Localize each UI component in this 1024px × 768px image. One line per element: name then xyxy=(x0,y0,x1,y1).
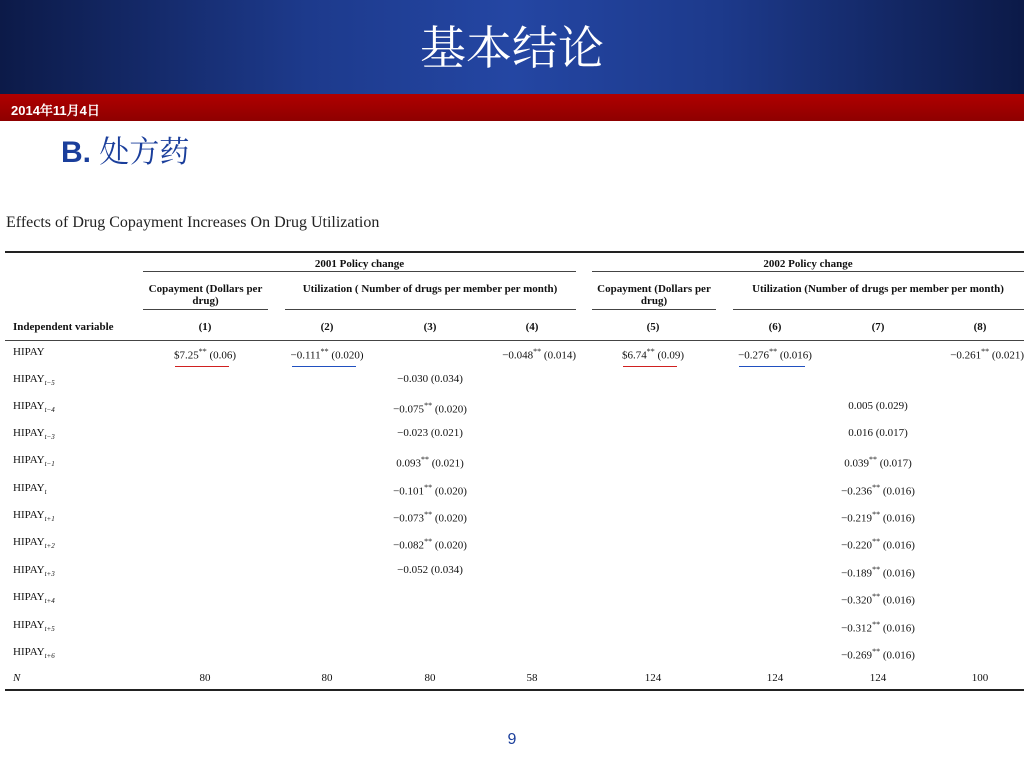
significance-marker: ** xyxy=(424,510,433,519)
cell-std-error: (0.016) xyxy=(777,349,812,362)
subheader-util-2002: Utilization (Number of drugs per member per month) xyxy=(752,283,1004,295)
column-number-8: (8) xyxy=(973,321,987,333)
cell-estimate: −0.320 xyxy=(841,594,873,607)
subhead-rule-copay-2002 xyxy=(592,309,716,310)
cell-std-error: (0.020) xyxy=(328,349,364,362)
group-header-2002: 2002 Policy change xyxy=(763,258,853,270)
cell-estimate: −0.101 xyxy=(393,485,425,498)
significance-marker: ** xyxy=(981,347,990,356)
significance-marker: ** xyxy=(769,347,778,356)
cell-estimate: −0.236 xyxy=(841,485,873,498)
table-cell xyxy=(397,426,463,440)
group-rule-2001 xyxy=(143,271,576,272)
row-label-base: HIPAY xyxy=(13,619,45,631)
row-label-subscript: t−4 xyxy=(44,406,55,415)
row-label xyxy=(13,426,55,444)
row-label-base: HIPAY xyxy=(13,346,45,358)
table-cell xyxy=(841,535,915,553)
cell-std-error: (0.016) xyxy=(880,485,915,498)
cell-std-error: (0.09) xyxy=(654,349,685,362)
cell-std-error: (0.020) xyxy=(432,403,467,416)
table-cell xyxy=(738,345,812,363)
cell-std-error: (0.020) xyxy=(432,485,467,498)
row-label xyxy=(13,345,45,359)
table-cell xyxy=(848,426,908,440)
page-number: 9 xyxy=(507,731,517,748)
row-label-subscript: t+6 xyxy=(44,652,55,661)
column-number-5: (5) xyxy=(646,321,660,333)
cell-estimate: −0.312 xyxy=(841,622,873,635)
row-label-subscript: t−1 xyxy=(44,460,55,469)
cell-std-error: (0.014) xyxy=(541,349,576,362)
column-header-rule xyxy=(5,340,1024,341)
table-cell xyxy=(841,563,915,581)
cell-estimate: −0.073 xyxy=(393,512,425,525)
subtitle-text: 处方药 xyxy=(91,136,190,169)
table-cell xyxy=(393,508,467,526)
cell-estimate: −0.052 (0.034) xyxy=(397,564,463,576)
table-bottom-rule xyxy=(5,689,1024,691)
significance-marker: ** xyxy=(872,647,881,656)
table-cell xyxy=(841,481,915,499)
subheader-copay-2001: Copayment (Dollars per drug) xyxy=(148,283,263,307)
column-number-3: (3) xyxy=(423,321,437,333)
row-label xyxy=(13,535,55,553)
significance-marker: ** xyxy=(424,537,433,546)
column-number-7: (7) xyxy=(871,321,885,333)
slide-header xyxy=(0,0,1024,94)
table-cell xyxy=(841,508,915,526)
significance-marker: ** xyxy=(872,592,881,601)
subheader-copay-2002: Copayment (Dollars per drug) xyxy=(597,283,711,307)
table-cell xyxy=(393,535,467,553)
table-cell xyxy=(841,618,915,636)
table-cell xyxy=(848,399,908,413)
subhead-rule-copay-2001 xyxy=(143,309,268,310)
table-caption: Effects of Drug Copayment Increases On Drug Utilization xyxy=(6,214,380,231)
independent-variable-header: Independent variable xyxy=(13,321,114,333)
cell-std-error: (0.016) xyxy=(880,594,915,607)
table-cell xyxy=(291,345,364,363)
table-cell xyxy=(393,481,467,499)
row-label xyxy=(13,481,47,499)
row-label-subscript: t+2 xyxy=(44,542,55,551)
cell-estimate: 0.005 (0.029) xyxy=(848,400,908,412)
table-cell xyxy=(502,345,576,363)
cell-estimate: $6.74 xyxy=(621,349,647,362)
cell-estimate: −0.048 xyxy=(502,349,534,362)
cell-estimate: −0.269 xyxy=(841,649,873,662)
cell-estimate: −0.111 xyxy=(290,349,321,362)
row-label xyxy=(13,399,55,417)
column-number-1: (1) xyxy=(198,321,212,333)
row-label-subscript: t+3 xyxy=(44,570,55,579)
significance-marker: ** xyxy=(868,455,877,464)
significance-marker: ** xyxy=(533,347,542,356)
slide-date: 2014年11月4日 xyxy=(11,103,100,118)
cell-estimate: −0.189 xyxy=(841,567,873,580)
highlight-underline xyxy=(623,366,677,367)
n-value-1: 80 xyxy=(199,672,211,684)
significance-marker: ** xyxy=(872,510,881,519)
row-label-base: HIPAY xyxy=(13,591,45,603)
cell-estimate: −0.075 xyxy=(393,403,425,416)
row-label xyxy=(13,453,55,471)
row-label-subscript: t+1 xyxy=(44,515,55,524)
slide-title: 基本结论 xyxy=(420,21,604,75)
cell-estimate: −0.261 xyxy=(950,349,982,362)
table-cell xyxy=(844,453,912,471)
row-label-subscript: t−5 xyxy=(44,379,55,388)
cell-estimate: 0.039 xyxy=(844,457,869,470)
date-band xyxy=(0,94,1024,121)
n-value-5: 124 xyxy=(644,672,662,684)
row-label-base: HIPAY xyxy=(13,564,45,576)
cell-estimate: −0.276 xyxy=(738,349,770,362)
table-cell xyxy=(393,399,467,417)
highlight-underline xyxy=(739,366,805,367)
cell-std-error: (0.016) xyxy=(880,567,915,580)
significance-marker: ** xyxy=(872,537,881,546)
significance-marker: ** xyxy=(424,483,433,492)
row-label-subscript: t+5 xyxy=(44,625,55,634)
row-label-base: HIPAY xyxy=(13,509,45,521)
column-number-2: (2) xyxy=(320,321,334,333)
n-value-8: 100 xyxy=(971,672,989,684)
significance-marker: ** xyxy=(198,347,207,356)
highlight-underline xyxy=(175,366,229,367)
subheader-util-2001: Utilization ( Number of drugs per member per month) xyxy=(302,283,558,295)
cell-std-error: (0.021) xyxy=(989,349,1024,362)
row-label-base: HIPAY xyxy=(13,373,45,385)
significance-marker: ** xyxy=(424,401,433,410)
table-cell xyxy=(396,453,464,471)
row-label-base: HIPAY xyxy=(13,427,45,439)
subtitle-prefix: B. xyxy=(61,136,91,169)
row-label-subscript: t−3 xyxy=(44,433,55,442)
cell-estimate: −0.219 xyxy=(841,512,873,525)
significance-marker: ** xyxy=(872,565,881,574)
significance-marker: ** xyxy=(872,483,881,492)
table-cell xyxy=(841,590,915,608)
n-value-7: 124 xyxy=(869,672,887,684)
row-label xyxy=(13,590,55,608)
row-label xyxy=(13,372,55,390)
column-number-6: (6) xyxy=(768,321,782,333)
row-label-subscript: t+4 xyxy=(44,597,55,606)
row-label-base: HIPAY xyxy=(13,646,45,658)
cell-std-error: (0.020) xyxy=(432,512,467,525)
group-header-2001: 2001 Policy change xyxy=(314,258,405,270)
row-label xyxy=(13,645,55,663)
group-rule-2002 xyxy=(592,271,1024,272)
column-number-4: (4) xyxy=(525,321,539,333)
cell-std-error: (0.021) xyxy=(428,457,464,470)
n-label: N xyxy=(13,672,21,684)
cell-estimate: 0.016 (0.017) xyxy=(848,427,908,439)
cell-std-error: (0.016) xyxy=(880,539,915,552)
n-value-3: 80 xyxy=(424,672,436,684)
table-cell xyxy=(950,345,1024,363)
cell-estimate: −0.220 xyxy=(841,539,873,552)
row-label xyxy=(13,618,55,636)
n-value-6: 124 xyxy=(766,672,784,684)
cell-estimate: −0.023 (0.021) xyxy=(397,427,463,439)
n-value-2: 80 xyxy=(321,672,333,684)
cell-std-error: (0.017) xyxy=(876,457,912,470)
table-cell xyxy=(397,563,463,577)
cell-std-error: (0.020) xyxy=(432,539,467,552)
table-cell xyxy=(841,645,915,663)
cell-std-error: (0.06) xyxy=(206,349,237,362)
cell-estimate: −0.030 (0.034) xyxy=(397,373,463,385)
cell-estimate: 0.093 xyxy=(396,457,421,470)
row-label xyxy=(13,563,55,581)
table-cell xyxy=(397,372,463,386)
table-top-rule xyxy=(5,251,1024,253)
significance-marker: ** xyxy=(872,620,881,629)
section-subtitle xyxy=(61,133,189,173)
row-label-base: HIPAY xyxy=(13,536,45,548)
cell-std-error: (0.016) xyxy=(880,512,915,525)
subhead-rule-util-2002 xyxy=(733,309,1024,310)
highlight-underline xyxy=(292,366,357,367)
significance-marker: ** xyxy=(420,455,429,464)
row-label-base: HIPAY xyxy=(13,454,45,466)
subhead-rule-util-2001 xyxy=(285,309,576,310)
cell-std-error: (0.016) xyxy=(880,622,915,635)
row-label-subscript: t xyxy=(44,488,47,497)
n-value-4: 58 xyxy=(526,672,538,684)
row-label xyxy=(13,508,55,526)
significance-marker: ** xyxy=(646,347,655,356)
significance-marker: ** xyxy=(320,347,329,356)
table-cell xyxy=(622,345,684,363)
row-label-base: HIPAY xyxy=(13,400,45,412)
row-label-base: HIPAY xyxy=(13,482,45,494)
table-cell xyxy=(174,345,236,363)
cell-std-error: (0.016) xyxy=(880,649,915,662)
cell-estimate: $7.25 xyxy=(173,349,199,362)
cell-estimate: −0.082 xyxy=(393,539,425,552)
